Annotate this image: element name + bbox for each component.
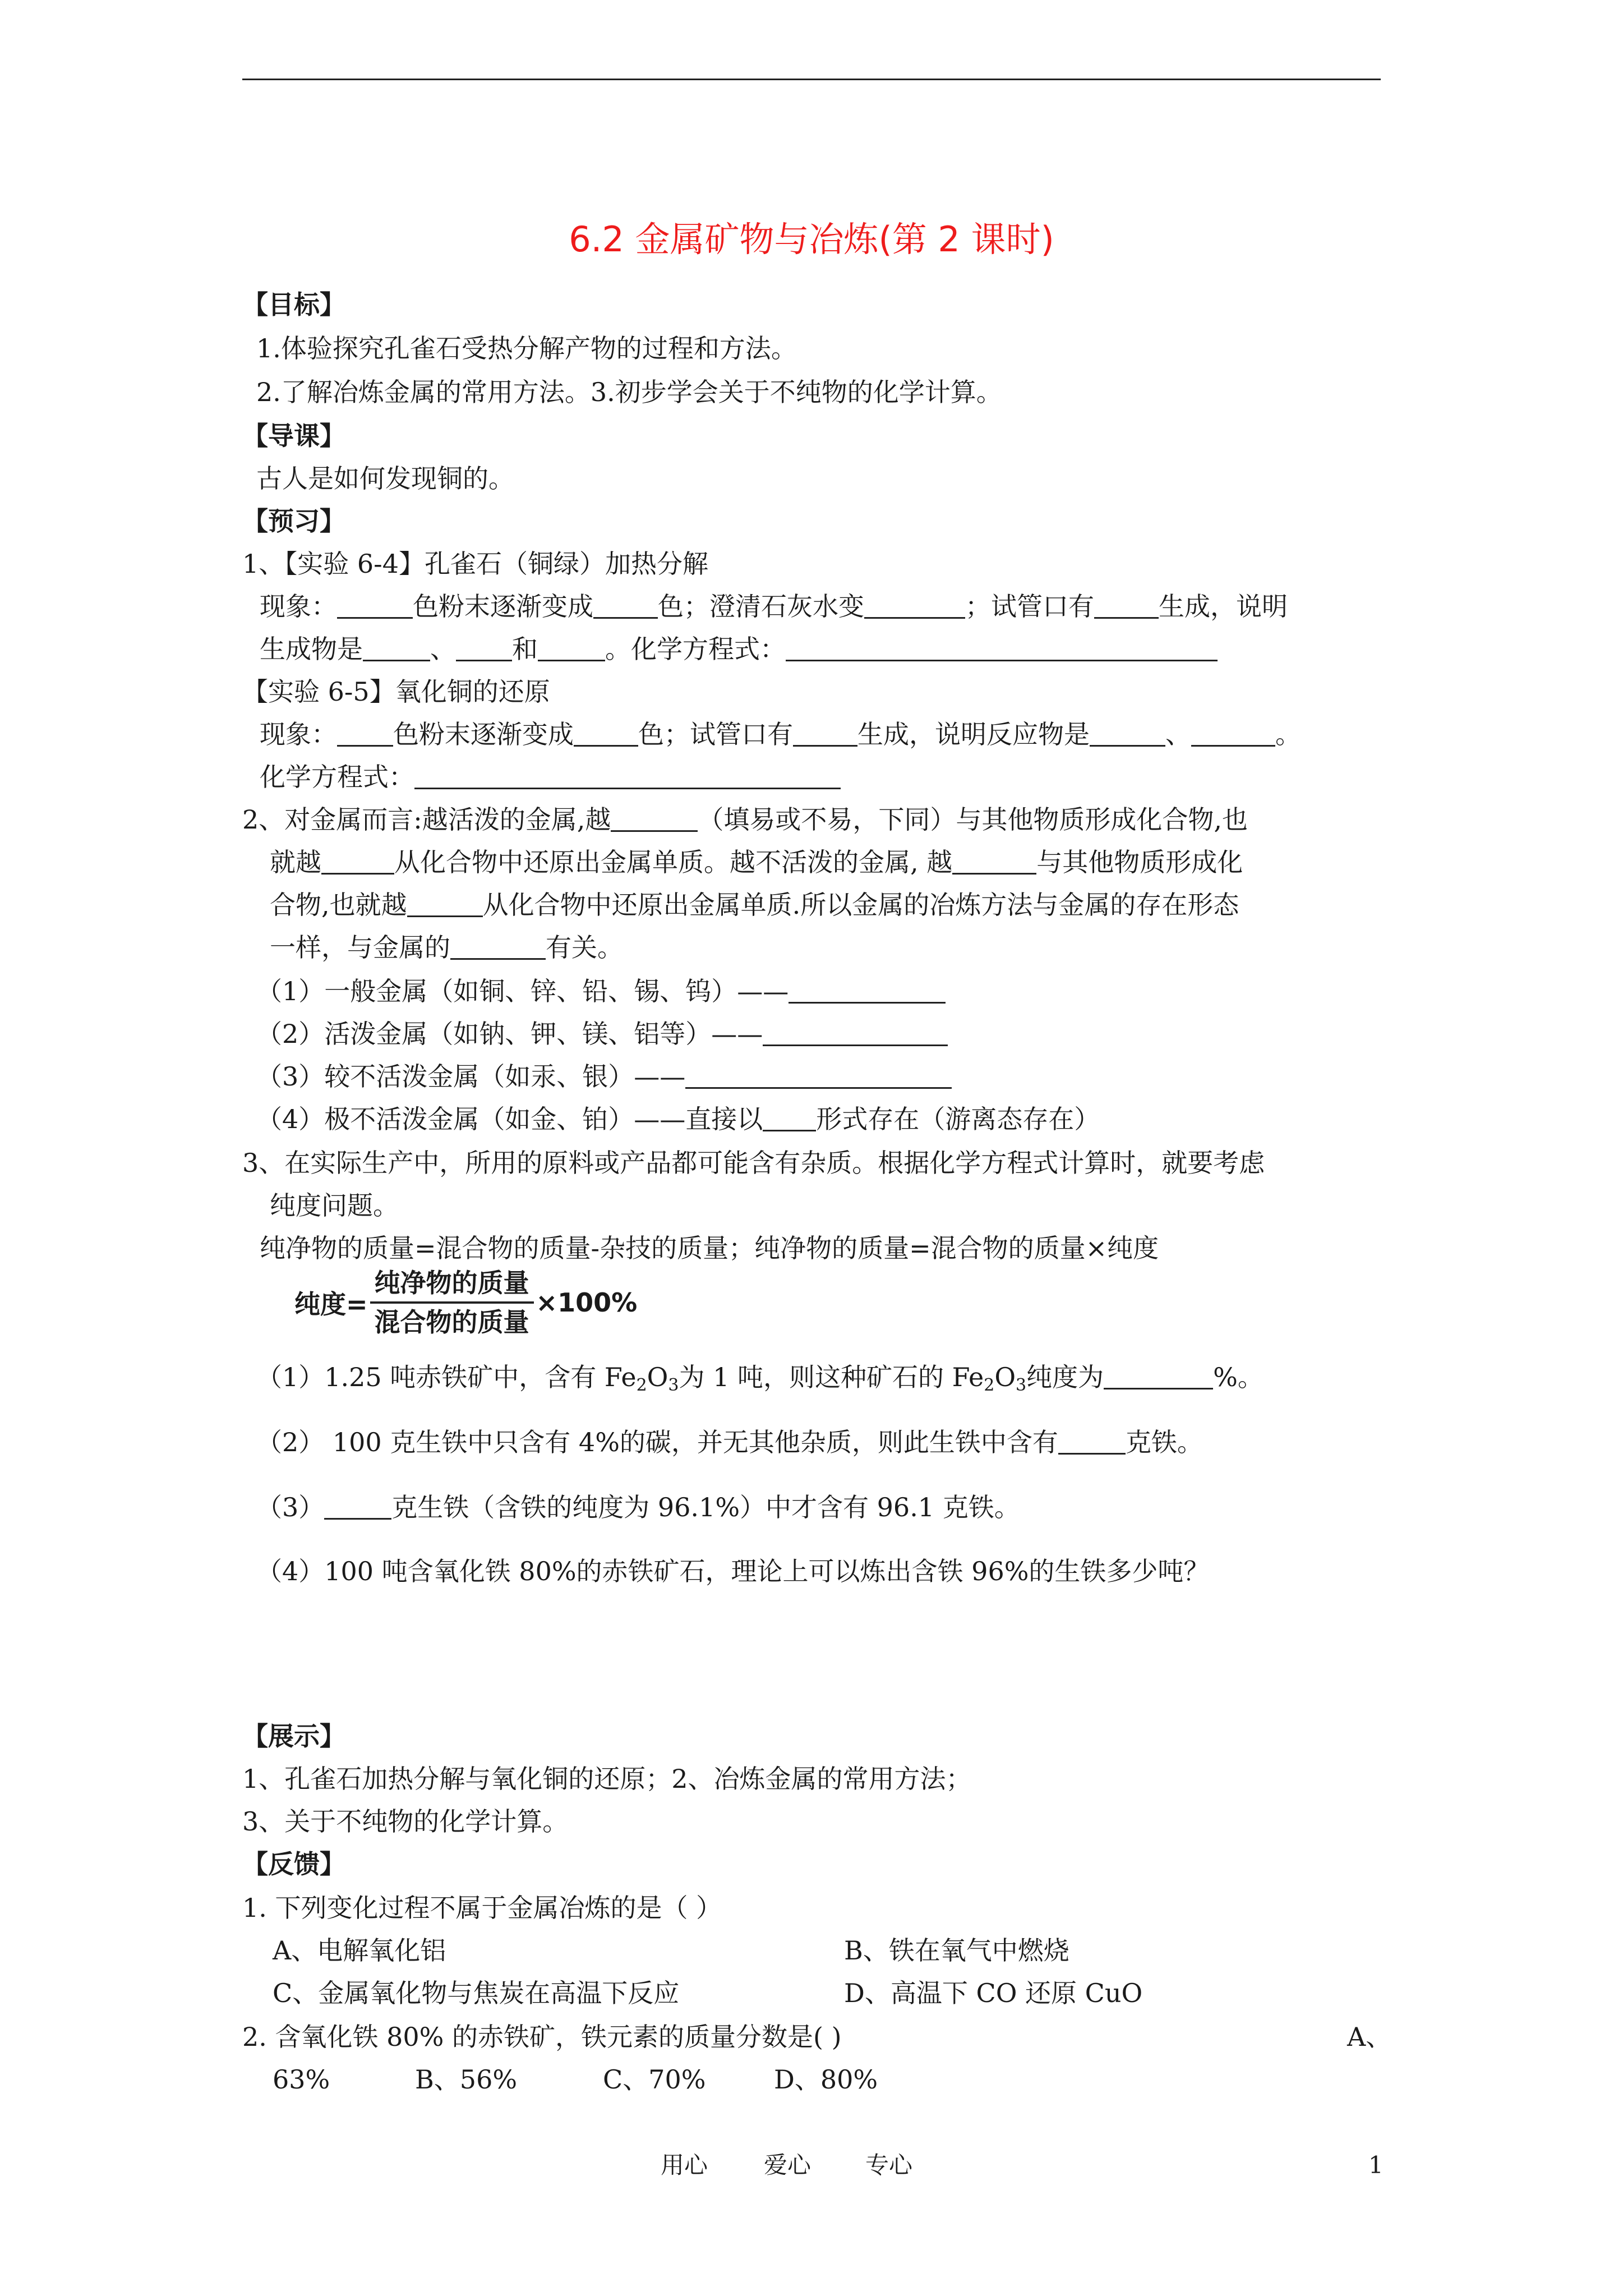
answer-blank[interactable] bbox=[789, 979, 946, 1004]
feedback-q2-option-a-value[interactable]: 63% bbox=[273, 2064, 330, 2095]
goal-line-1: 1.体验探究孔雀石受热分解产物的过程和方法。 bbox=[256, 333, 797, 364]
feedback-q1-option-c[interactable]: C、金属氧化物与焦炭在高温下反应 bbox=[273, 1978, 680, 2008]
answer-blank[interactable] bbox=[321, 850, 394, 875]
answer-blank[interactable] bbox=[611, 808, 698, 832]
feedback-q2-option-c[interactable]: C、70% bbox=[603, 2064, 706, 2095]
feedback-q1-option-d[interactable]: D、高温下 CO 还原 CuO bbox=[844, 1978, 1143, 2008]
answer-blank[interactable] bbox=[337, 595, 413, 619]
feedback-q1-option-b[interactable]: B、铁在氧气中燃烧 bbox=[844, 1935, 1069, 1966]
answer-blank[interactable] bbox=[864, 595, 965, 619]
preview-q3-line-3: 纯净物的质量=混合物的质量-杂技的质量；纯净物的质量=混合物的质量×纯度 bbox=[260, 1233, 1159, 1263]
footer-word-2: 爱心 bbox=[764, 2151, 811, 2179]
equation-blank[interactable] bbox=[414, 765, 841, 789]
answer-blank[interactable] bbox=[456, 637, 512, 661]
preview-q2-line-3: 合物,也就越 从化合物中还原出金属单质.所以金属的冶炼方法与金属的存在形态 bbox=[270, 890, 1239, 920]
preview-q2-line-4: 一样，与金属的 有关。 bbox=[270, 932, 623, 963]
answer-blank[interactable] bbox=[363, 637, 430, 661]
preview-q2-item-3: （3）较不活泼金属（如汞、银）—— bbox=[256, 1059, 952, 1094]
feedback-q2-option-b[interactable]: B、56% bbox=[415, 2064, 518, 2095]
formula-rhs: ×100% bbox=[536, 1287, 638, 1318]
preview-q2-item-1: （1）一般金属（如铜、锌、铅、锡、钨）—— bbox=[256, 974, 946, 1009]
header-rule bbox=[242, 79, 1381, 80]
preview-q2-line-1: 2、对金属而言:越活泼的金属,越 （填易或不易，下同）与其他物质形成化合物,也 bbox=[242, 804, 1248, 835]
formula-numerator: 纯净物的质量 bbox=[370, 1267, 534, 1304]
preview-q2-line-2: 就越 从化合物中还原出金属单质。越不活泼的金属, 越 与其他物质形成化 bbox=[270, 847, 1243, 877]
answer-blank[interactable] bbox=[793, 723, 857, 747]
feedback-q2-option-d[interactable]: D、80% bbox=[774, 2064, 878, 2095]
preview-q2-item-4: （4）极不活泼金属（如金、铂）——直接以 形式存在（游离态存在） bbox=[256, 1104, 1100, 1134]
section-header-feedback: 【反馈】 bbox=[242, 1849, 345, 1879]
preview-q3-line-2: 纯度问题。 bbox=[270, 1190, 399, 1221]
answer-blank[interactable] bbox=[1191, 723, 1275, 747]
section-header-show: 【展示】 bbox=[242, 1721, 345, 1751]
page-number: 1 bbox=[1368, 2151, 1384, 2179]
answer-blank[interactable] bbox=[407, 893, 483, 917]
feedback-question-2: 2. 含氧化铁 80% 的赤铁矿，铁元素的质量分数是( ) bbox=[242, 2022, 842, 2052]
preview-q1b-title: 【实验 6-5】氧化铜的还原 bbox=[242, 677, 550, 707]
answer-blank[interactable] bbox=[1104, 1365, 1213, 1389]
page-title: 6.2 金属矿物与冶炼(第 2 课时) bbox=[569, 219, 1054, 260]
answer-blank[interactable] bbox=[685, 1065, 952, 1089]
answer-blank[interactable] bbox=[1058, 1430, 1126, 1455]
preview-q3-problem-2: （2） 100 克生铁中只含有 4%的碳，并无其他杂质，则此生铁中含有 克铁。 bbox=[256, 1427, 1203, 1457]
preview-q1b-equation: 化学方程式： bbox=[260, 760, 841, 794]
preview-q3-problem-4: （4）100 吨含氧化铁 80%的赤铁矿石，理论上可以炼出含铁 96%的生铁多少吨？ bbox=[256, 1556, 1210, 1586]
preview-q1b-phenomenon: 现象： 色粉末逐渐变成 色；试管口有 生成，说明反应物是 、 。 bbox=[260, 719, 1301, 749]
section-header-goal: 【目标】 bbox=[242, 289, 345, 320]
footer-word-3: 专心 bbox=[865, 2151, 913, 2179]
purity-formula bbox=[294, 1267, 637, 1338]
preview-q3-problem-1: （1）1.25 吨赤铁矿中，含有 $Fe_2O_3$为 1 吨，则这种矿石的 $Fe_2O_3$纯度为 %。 bbox=[256, 1362, 1264, 1395]
goal-line-2: 2.了解冶炼金属的常用方法。3.初步学会关于不纯物的化学计算。 bbox=[256, 377, 1002, 407]
equation-blank[interactable] bbox=[786, 637, 1218, 661]
formula-fraction bbox=[370, 1267, 534, 1338]
preview-q3-line-1: 3、在实际生产中，所用的原料或产品都可能含有杂质。根据化学方程式计算时，就要考虑 bbox=[242, 1148, 1265, 1178]
feedback-q1-option-a[interactable]: A、电解氧化铝 bbox=[273, 1935, 446, 1966]
show-line-2: 3、关于不纯物的化学计算。 bbox=[242, 1806, 569, 1837]
feedback-question-1: 1. 下列变化过程不属于金属冶炼的是（ ） bbox=[242, 1893, 722, 1923]
answer-blank[interactable] bbox=[337, 723, 393, 747]
section-header-intro: 【导课】 bbox=[242, 421, 345, 451]
section-header-preview: 【预习】 bbox=[242, 506, 345, 536]
formula-denominator: 混合物的质量 bbox=[374, 1307, 529, 1337]
answer-blank[interactable] bbox=[450, 936, 546, 960]
preview-q1-products: 生成物是 、 和 。化学方程式： bbox=[260, 632, 1218, 666]
answer-blank[interactable] bbox=[1090, 723, 1165, 747]
answer-blank[interactable] bbox=[763, 1107, 816, 1131]
preview-q2-item-2: （2）活泼金属（如钠、钾、镁、铝等）—— bbox=[256, 1016, 948, 1051]
feedback-q2-option-a-label[interactable]: A、 bbox=[1347, 2022, 1392, 2052]
footer-word-1: 用心 bbox=[661, 2151, 708, 2179]
answer-blank[interactable] bbox=[952, 850, 1036, 875]
answer-blank[interactable] bbox=[1094, 595, 1159, 619]
answer-blank[interactable] bbox=[538, 637, 605, 661]
preview-q1-title: 1、【实验 6-4】孔雀石（铜绿）加热分解 bbox=[242, 549, 708, 579]
answer-blank[interactable] bbox=[593, 595, 658, 619]
formula-lhs: 纯度= bbox=[294, 1289, 368, 1319]
answer-blank[interactable] bbox=[763, 1022, 948, 1046]
intro-line-1: 古人是如何发现铜的。 bbox=[256, 463, 514, 494]
preview-q1-phenomenon: 现象： 色粉末逐渐变成 色；澄清石灰水变 ；试管口有 生成，说明 bbox=[260, 591, 1288, 622]
answer-blank[interactable] bbox=[574, 723, 638, 747]
preview-q3-problem-3: （3） 克生铁（含铁的纯度为 96.1%）中才含有 96.1 克铁。 bbox=[256, 1492, 1020, 1522]
answer-blank[interactable] bbox=[324, 1496, 391, 1520]
show-line-1: 1、孔雀石加热分解与氧化铜的还原；2、冶炼金属的常用方法； bbox=[242, 1764, 972, 1794]
